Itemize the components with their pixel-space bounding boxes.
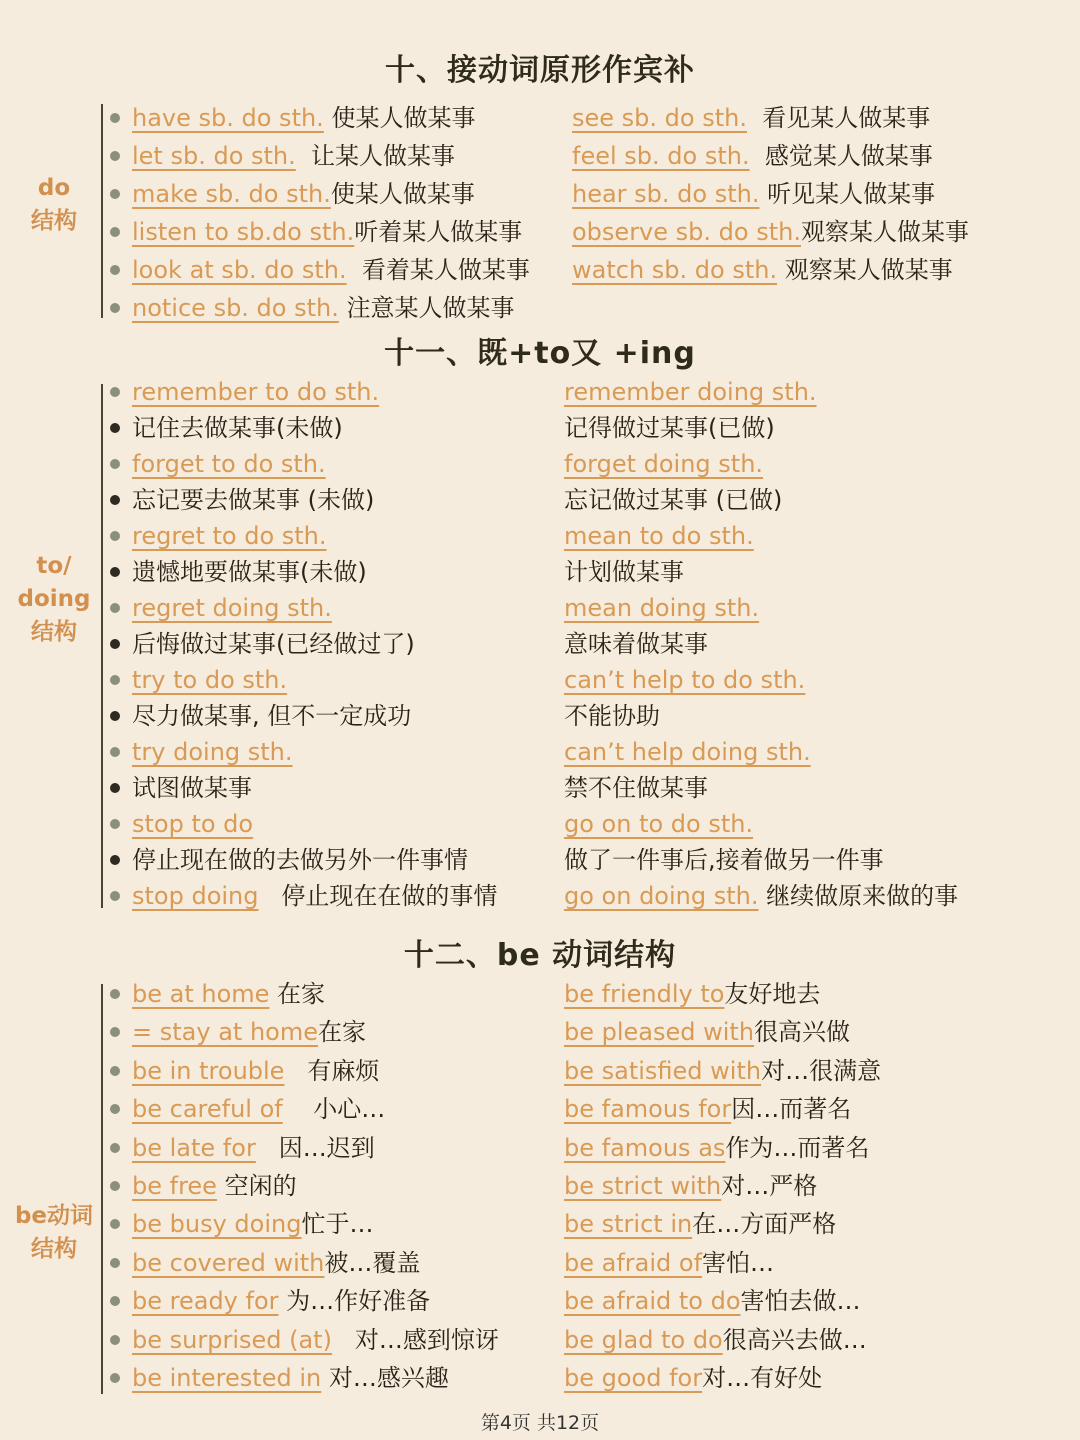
row-left	[132, 1168, 297, 1204]
phrase-link: watch sb. do sth.	[572, 256, 778, 284]
phrase-link: feel sb. do sth.	[572, 142, 750, 170]
bullet-dot	[110, 495, 120, 505]
phrase-meaning: 观察某人做某事	[777, 256, 953, 284]
phrase-link: mean to do sth.	[564, 522, 754, 550]
row-left	[132, 662, 287, 698]
row-right	[564, 1283, 861, 1319]
row-right	[564, 1206, 836, 1242]
phrase-link: go on doing sth.	[564, 882, 759, 910]
section-side-label	[0, 1200, 108, 1266]
phrase-meaning: 作为…而著名	[725, 1133, 870, 1162]
phrase-meaning: 对…严格	[721, 1172, 818, 1200]
bullet-dot	[110, 227, 120, 237]
row-right	[564, 878, 958, 914]
bullet-dot	[110, 151, 120, 161]
side-label-line: 结构	[31, 1236, 77, 1262]
bullet-dot	[110, 459, 120, 469]
row-left	[132, 374, 379, 410]
phrase-link: hear sb. do sth.	[572, 180, 760, 208]
bullet-dot	[110, 1373, 120, 1383]
phrase-link: stop to do	[132, 810, 254, 838]
phrase-link: forget to do sth.	[132, 450, 326, 478]
phrase-meaning: 试图做某事	[132, 774, 252, 802]
section-side-label	[0, 550, 108, 649]
phrase-meaning: 不能协助	[564, 702, 660, 730]
side-label-line: do	[37, 175, 71, 201]
row-right	[564, 1245, 774, 1281]
phrase-meaning: 注意某人做某事	[338, 294, 515, 322]
row-left	[132, 770, 252, 806]
bullet-dot	[110, 303, 120, 313]
side-label-line: doing	[17, 586, 91, 612]
row-left	[132, 100, 475, 136]
phrase-meaning: 记住去做某事(未做)	[132, 414, 343, 442]
phrase-meaning: 对…感兴趣	[321, 1364, 449, 1392]
row-left	[132, 1014, 366, 1050]
phrase-link: remember doing sth.	[564, 378, 817, 406]
row-right	[564, 662, 805, 698]
phrase-meaning: 尽力做某事, 但不一定成功	[132, 702, 412, 730]
bullet-dot	[110, 423, 120, 433]
phrase-meaning: 对…感到惊讶	[331, 1325, 499, 1354]
row-left	[132, 1283, 430, 1319]
row-right	[564, 518, 754, 554]
phrase-meaning: 在…方面严格	[692, 1210, 837, 1239]
phrase-meaning: 意味着做某事	[564, 630, 708, 658]
phrase-meaning: 停止现在在做的事情	[258, 882, 498, 910]
row-left	[132, 482, 374, 518]
phrase-meaning: 使某人做某事	[323, 104, 476, 132]
row-right	[564, 698, 660, 734]
phrase-meaning: 很高兴去做…	[722, 1325, 867, 1354]
section-title: 十一、既+to又 +ing	[384, 336, 696, 371]
bullet-dot	[110, 639, 120, 649]
row-left	[132, 1322, 499, 1358]
phrase-meaning: 让某人做某事	[295, 142, 456, 170]
row-left	[132, 698, 411, 734]
row-right	[564, 590, 759, 626]
phrase-link: be surprised (at)	[132, 1325, 332, 1354]
phrase-link: let sb. do sth.	[132, 142, 296, 170]
phrase-link: be covered with	[132, 1248, 325, 1277]
row-left	[132, 1091, 385, 1127]
phrase-link: be ready for	[132, 1287, 279, 1316]
phrase-meaning: 被…覆盖	[324, 1248, 421, 1277]
bullet-dot	[110, 819, 120, 829]
side-label-line: 结构	[31, 619, 77, 645]
phrase-meaning: 因…而著名	[731, 1095, 852, 1124]
phrase-link: can’t help doing sth.	[564, 738, 811, 766]
bullet-dot	[110, 1104, 120, 1114]
phrase-meaning: 在家	[269, 980, 326, 1008]
bullet-dot	[110, 531, 120, 541]
row-right	[564, 806, 753, 842]
row-left	[132, 590, 332, 626]
bullet-dot	[110, 265, 120, 275]
row-left	[132, 290, 515, 326]
phrase-link: be satisfied with	[564, 1056, 762, 1085]
phrase-meaning: 使某人做某事	[330, 180, 475, 208]
row-left	[132, 734, 293, 770]
row-left	[132, 1360, 449, 1396]
side-label-line: to/	[36, 553, 72, 579]
phrase-meaning: 后悔做过某事(已经做过了)	[132, 630, 415, 658]
row-left	[132, 446, 326, 482]
bullet-dot	[110, 1258, 120, 1268]
phrase-meaning: 对…有好处	[702, 1364, 823, 1392]
row-right	[572, 100, 930, 136]
phrase-meaning: 遗憾地要做某事(未做)	[132, 558, 367, 586]
row-right	[572, 252, 953, 288]
bullet-dot	[110, 1335, 120, 1345]
row-right	[564, 770, 708, 806]
row-left	[132, 214, 522, 250]
row-right	[564, 626, 708, 662]
phrase-link: observe sb. do sth.	[572, 218, 801, 246]
phrase-meaning: 空闲的	[216, 1172, 297, 1200]
phrase-link: make sb. do sth.	[132, 180, 331, 208]
phrase-meaning: 听着某人做某事	[354, 218, 523, 246]
row-right	[572, 176, 935, 212]
bullet-dot	[110, 567, 120, 577]
phrase-link: be strict with	[564, 1172, 722, 1200]
phrase-link: be late for	[132, 1133, 256, 1162]
bullet-dot	[110, 1143, 120, 1153]
row-left	[132, 626, 415, 662]
phrase-link: look at sb. do sth.	[132, 256, 347, 284]
phrase-link: be famous as	[564, 1133, 726, 1162]
row-left	[132, 1130, 375, 1166]
phrase-link: listen to sb.do sth.	[132, 218, 355, 246]
bullet-dot	[110, 675, 120, 685]
row-left	[132, 1245, 420, 1281]
bullet-dot	[110, 1219, 120, 1229]
phrase-link: be afraid to do	[564, 1287, 741, 1316]
phrase-link: be friendly to	[564, 980, 725, 1008]
phrase-meaning: 因…迟到	[255, 1133, 375, 1162]
phrase-link: regret doing sth.	[132, 594, 332, 622]
bullet-dot	[110, 747, 120, 757]
row-left	[132, 410, 343, 446]
row-right	[564, 446, 763, 482]
phrase-link: be busy doing	[132, 1210, 302, 1239]
row-right	[564, 1091, 851, 1127]
phrase-link: be pleased with	[564, 1018, 755, 1047]
section-title: 十二、be 动词结构	[403, 938, 677, 973]
phrase-link: go on to do sth.	[564, 810, 754, 838]
phrase-link: stop doing	[132, 882, 259, 910]
row-right	[572, 138, 933, 174]
row-left	[132, 878, 497, 914]
phrase-meaning: 对…很满意	[761, 1056, 882, 1085]
row-right	[564, 482, 782, 518]
phrase-link: be in trouble	[132, 1056, 285, 1085]
row-left	[132, 842, 468, 878]
row-left	[132, 138, 455, 174]
phrase-meaning: 在家	[317, 1018, 366, 1047]
phrase-meaning: 计划做某事	[564, 558, 684, 586]
phrase-meaning: 做了一件事后,接着做另一件事	[564, 846, 884, 874]
phrase-link: be interested in	[132, 1364, 322, 1392]
row-right	[572, 214, 969, 250]
phrase-link: mean doing sth.	[564, 594, 760, 622]
row-left	[132, 518, 327, 554]
phrase-link: can’t help to do sth.	[564, 666, 806, 694]
row-right	[564, 374, 817, 410]
row-right	[564, 1168, 817, 1204]
row-right	[564, 1130, 869, 1166]
bullet-dot	[110, 1296, 120, 1306]
phrase-meaning: 很高兴做	[754, 1018, 851, 1047]
phrase-link: be glad to do	[564, 1325, 723, 1354]
phrase-link: be good for	[564, 1364, 703, 1392]
side-label-line: 结构	[31, 208, 77, 234]
section-divider-line	[101, 104, 103, 318]
phrase-link: be famous for	[564, 1095, 732, 1124]
phrase-meaning: 害怕…	[702, 1248, 775, 1277]
phrase-link: forget doing sth.	[564, 450, 764, 478]
bullet-dot	[110, 891, 120, 901]
phrase-link: be strict in	[564, 1210, 693, 1239]
row-left	[132, 554, 367, 590]
row-right	[564, 1053, 881, 1089]
section-side-label	[0, 172, 108, 238]
bullet-dot	[110, 387, 120, 397]
phrase-link: have sb. do sth.	[132, 104, 324, 132]
row-right	[564, 410, 775, 446]
bullet-dot	[110, 711, 120, 721]
phrase-meaning: 继续做原来做的事	[758, 882, 959, 910]
row-right	[564, 1360, 822, 1396]
phrase-link: be at home	[132, 980, 270, 1008]
phrase-meaning: 感觉某人做某事	[749, 142, 933, 170]
row-right	[564, 1322, 867, 1358]
row-right	[564, 554, 684, 590]
phrase-meaning: 记得做过某事(已做)	[564, 414, 775, 442]
phrase-link: try to do sth.	[132, 666, 288, 694]
bullet-dot	[110, 189, 120, 199]
phrase-meaning: 有麻烦	[284, 1056, 380, 1085]
phrase-link: = stay at home	[132, 1018, 318, 1047]
bullet-dot	[110, 113, 120, 123]
row-right	[564, 842, 884, 878]
phrase-link: be free	[132, 1172, 217, 1200]
phrase-meaning: 友好地去	[724, 980, 821, 1008]
phrase-meaning: 忙于…	[301, 1210, 374, 1239]
row-left	[132, 976, 325, 1012]
phrase-meaning: 观察某人做某事	[800, 218, 969, 246]
bullet-dot	[110, 855, 120, 865]
page-footer: 第4页 共12页	[480, 1412, 600, 1434]
section-divider-line	[101, 384, 103, 908]
phrase-meaning: 忘记做过某事 (已做)	[564, 486, 783, 514]
section-divider-line	[101, 984, 103, 1394]
row-left	[132, 176, 475, 212]
phrase-meaning: 为…作好准备	[278, 1287, 431, 1316]
phrase-link: regret to do sth.	[132, 522, 327, 550]
row-right	[564, 976, 820, 1012]
bullet-dot	[110, 1181, 120, 1191]
phrase-meaning: 禁不住做某事	[564, 774, 708, 802]
bullet-dot	[110, 1027, 120, 1037]
phrase-meaning: 害怕去做…	[740, 1287, 861, 1316]
phrase-meaning: 停止现在做的去做另外一件事情	[132, 846, 468, 874]
phrase-meaning: 听见某人做某事	[759, 180, 936, 208]
bullet-dot	[110, 1066, 120, 1076]
phrase-link: remember to do sth.	[132, 378, 380, 406]
row-right	[564, 734, 811, 770]
bullet-dot	[110, 783, 120, 793]
row-right	[564, 1014, 850, 1050]
bullet-dot	[110, 603, 120, 613]
section-title: 十、接动词原形作宾补	[385, 53, 695, 88]
phrase-meaning: 看着某人做某事	[346, 256, 530, 284]
phrase-meaning: 小心…	[282, 1095, 386, 1124]
side-label-line: be动词	[14, 1203, 94, 1229]
phrase-link: be careful of	[132, 1095, 283, 1124]
row-left	[132, 806, 253, 842]
phrase-meaning: 看见某人做某事	[746, 104, 931, 132]
phrase-link: try doing sth.	[132, 738, 293, 766]
row-left	[132, 1053, 379, 1089]
phrase-link: notice sb. do sth.	[132, 294, 339, 322]
row-left	[132, 252, 530, 288]
bullet-dot	[110, 989, 120, 999]
row-left	[132, 1206, 373, 1242]
phrase-meaning: 忘记要去做某事 (未做)	[132, 486, 375, 514]
phrase-link: see sb. do sth.	[572, 104, 747, 132]
phrase-link: be afraid of	[564, 1248, 703, 1277]
